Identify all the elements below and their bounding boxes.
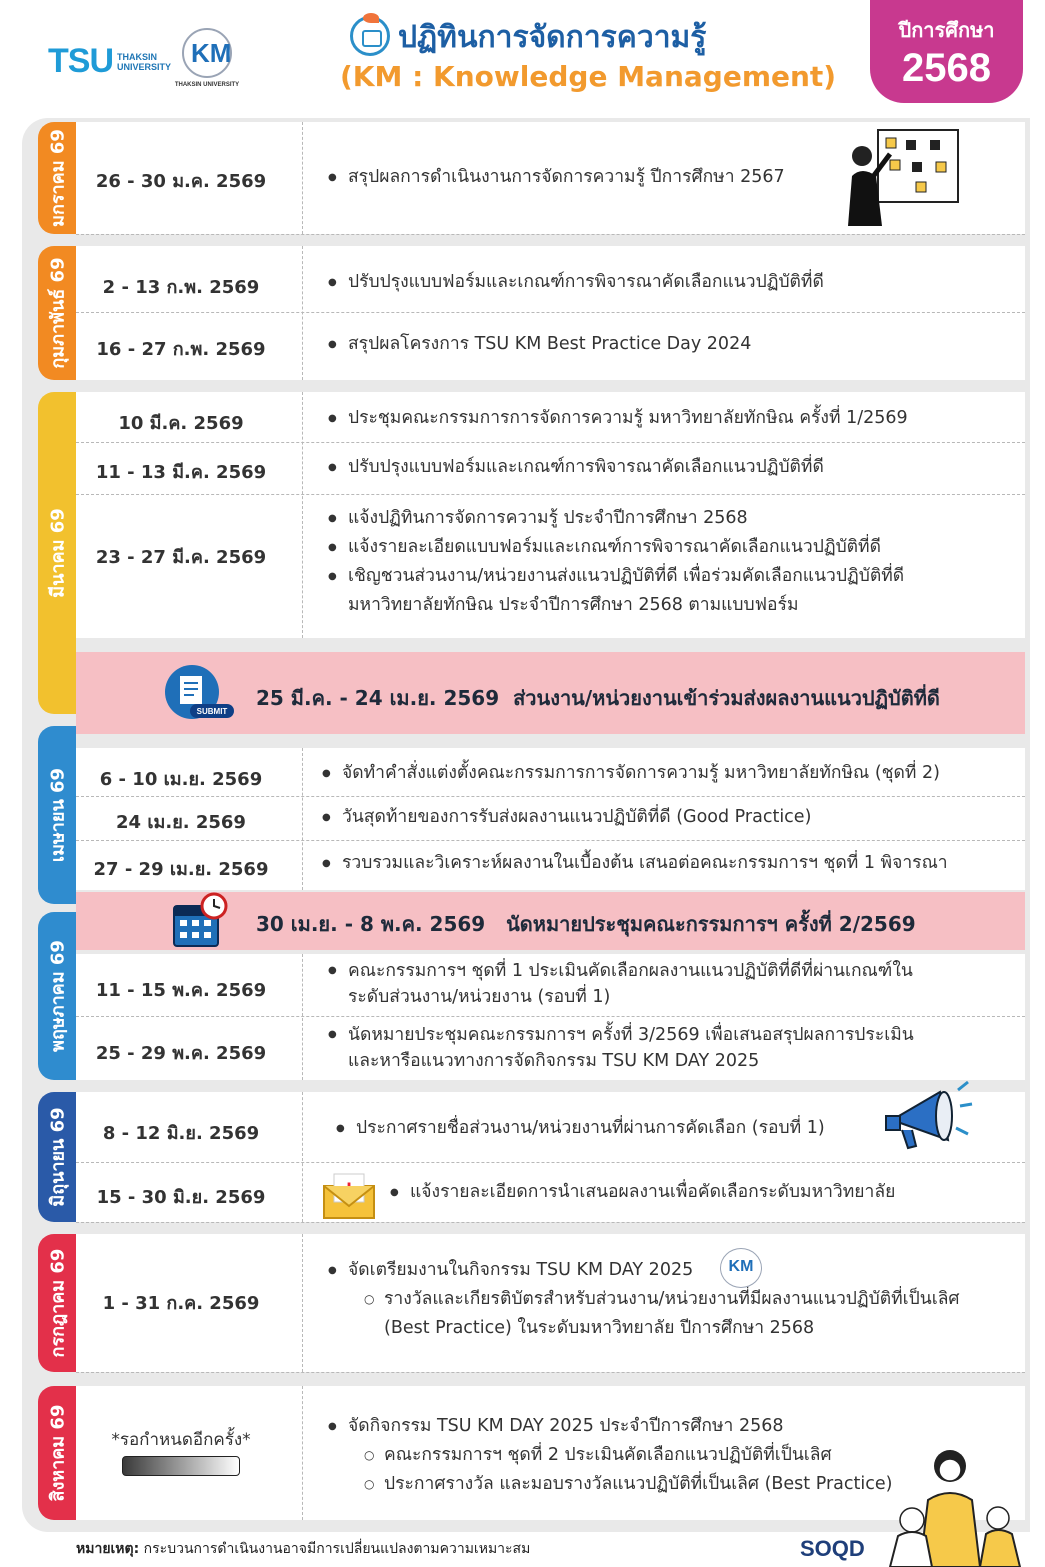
- year-label: ปีการศึกษา: [898, 18, 995, 42]
- row-date: 11 - 15 พ.ค. 2569: [95, 980, 267, 1001]
- banner-text: ส่วนงาน/หน่วยงานเข้าร่วมส่งผลงานแนวปฏิบัติที่ดี: [513, 686, 940, 710]
- june-group: [76, 1092, 1025, 1222]
- timeline-row: [76, 1164, 1025, 1223]
- row-item: ● ประชุมคณะกรรมการการจัดการความรู้ มหาวิทยาลัยทักษิณ ครั้งที่ 1/2569: [328, 404, 908, 433]
- timeline-row: [76, 748, 1025, 797]
- row-item: ● รวบรวมและวิเคราะห์ผลงานในเบื้องต้น เสนอต่อคณะกรรมการฯ ชุดที่ 1 พิจารณา: [322, 849, 948, 878]
- tsu-logo-text: TSU: [48, 42, 113, 80]
- pending-bar: [122, 1456, 240, 1476]
- month-tab-april: เมษายน 69: [38, 726, 76, 904]
- row-date: 1 - 31 ก.ค. 2569: [102, 1293, 260, 1314]
- calendar-icon: [350, 16, 390, 56]
- row-item: ● ประกาศรายชื่อส่วนงาน/หน่วยงานที่ผ่านการคัดเลือก (รอบที่ 1): [336, 1114, 825, 1143]
- row-date: 8 - 12 มิ.ย. 2569: [102, 1123, 260, 1144]
- meeting-period-banner: [76, 892, 1025, 950]
- calendar-clock-icon: [172, 892, 230, 950]
- banner-date: 25 มี.ค. - 24 เม.ย. 2569: [256, 686, 500, 710]
- person-board-illustration: [842, 126, 962, 230]
- row-date: 2 - 13 ก.พ. 2569: [102, 277, 260, 298]
- may-group: [76, 954, 1025, 1080]
- row-item-continuation: และหารือแนวทางการจัดกิจกรรม TSU KM DAY 2025: [348, 1051, 760, 1071]
- submit-icon-label: SUBMIT: [196, 707, 228, 716]
- km-small-logo: KM: [720, 1248, 762, 1288]
- timeline-row: [76, 1234, 1025, 1373]
- row-item: ● แจ้งรายละเอียดการนำเสนอผลงานเพื่อคัดเลือกระดับมหาวิทยาลัย: [390, 1178, 895, 1207]
- row-date: 6 - 10 เม.ย. 2569: [99, 769, 263, 790]
- row-date: 24 เม.ย. 2569: [116, 812, 246, 833]
- month-tab-march: มีนาคม 69: [38, 392, 76, 714]
- page-title: ปฏิทินการจัดการความรู้: [398, 20, 707, 55]
- row-date: *รอกำหนดอีกครั้ง*: [111, 1430, 251, 1450]
- submit-document-icon: [164, 664, 236, 722]
- february-group: [76, 246, 1025, 380]
- km-logo-caption: THAKSIN UNIVERSITY: [174, 82, 240, 88]
- month-tab-february: กุมภาพันธ์ 69: [38, 246, 76, 380]
- footer-note-label: หมายเหตุ:: [76, 1541, 140, 1557]
- academic-year-badge: [870, 0, 1023, 103]
- row-item: ● จัดทำคำสั่งแต่งตั้งคณะกรรมการการจัดการความรู้ มหาวิทยาลัยทักษิณ (ชุดที่ 2): [322, 759, 940, 788]
- tsu-logo-caption-1: THAKSIN: [117, 51, 157, 62]
- km-logo-text: KM: [191, 38, 232, 68]
- july-group: [76, 1234, 1025, 1372]
- row-date: 16 - 27 ก.พ. 2569: [96, 339, 266, 360]
- timeline-row: [76, 496, 1025, 638]
- timeline-row: [76, 798, 1025, 841]
- row-item: ● วันสุดท้ายของการรับส่งผลงานแนวปฏิบัติที่ดี (Good Practice): [322, 803, 811, 832]
- banner-text: นัดหมายประชุมคณะกรรมการฯ ครั้งที่ 2/2569: [506, 912, 916, 936]
- month-tab-july: กรกฎาคม 69: [38, 1234, 76, 1372]
- tsu-logo-caption-2: UNIVERSITY: [117, 61, 172, 72]
- month-tab-may: พฤษภาคม 69: [38, 912, 76, 1080]
- row-sub-item: ○ ประกาศรางวัล และมอบรางวัลแนวปฏิบัติที่เป็นเลิศ (Best Practice): [328, 1470, 892, 1499]
- megaphone-icon: [882, 1076, 974, 1162]
- tsu-logo: [48, 42, 171, 81]
- header: [0, 0, 1045, 118]
- row-item: ● นัดหมายประชุมคณะกรรมการฯ ครั้งที่ 3/2569 เพื่อเสนอสรุปผลการประเมิน: [328, 1022, 914, 1048]
- row-item: ● สรุปผลการดำเนินงานการจัดการความรู้ ปีการศึกษา 2567: [328, 163, 785, 192]
- january-group: [76, 122, 1025, 234]
- month-tab-january: มกราคม 69: [38, 122, 76, 234]
- envelope-alert-icon: [322, 1172, 376, 1220]
- month-tab-august: สิงหาคม 69: [38, 1386, 76, 1520]
- row-item: ● แจ้งรายละเอียดแบบฟอร์มและเกณฑ์การพิจารณาคัดเลือกแนวปฏิบัติที่ดี: [328, 533, 904, 562]
- year-value: 2568: [902, 46, 991, 90]
- row-sub-item: ○ รางวัลและเกียรติบัตรสำหรับส่วนงาน/หน่วยงานที่มีผลงานแนวปฏิบัติที่เป็นเลิศ: [328, 1285, 960, 1314]
- row-date: 10 มี.ค. 2569: [118, 413, 244, 434]
- row-date: 25 - 29 พ.ค. 2569: [95, 1043, 267, 1064]
- row-sub-item: ○ คณะกรรมการฯ ชุดที่ 2 ประเมินคัดเลือกแนวปฏิบัติที่เป็นเลิศ: [328, 1441, 892, 1470]
- row-item: ● เชิญชวนส่วนงาน/หน่วยงานส่งแนวปฏิบัติที่ดี เพื่อร่วมคัดเลือกแนวปฏิบัติที่ดี: [328, 562, 904, 591]
- timeline-row: [76, 314, 1025, 380]
- timeline-row: [76, 444, 1025, 495]
- row-item: ● แจ้งปฏิทินการจัดการความรู้ ประจำปีการศึกษา 2568: [328, 504, 904, 533]
- row-date: 26 - 30 ม.ค. 2569: [95, 171, 267, 192]
- timeline-row: [76, 392, 1025, 443]
- footer-note-text: กระบวนการดำเนินงานอาจมีการเปลี่ยนแปลงตามความเหมาะสม: [139, 1541, 531, 1557]
- row-item: ● ปรับปรุงแบบฟอร์มและเกณฑ์การพิจารณาคัดเลือกแนวปฏิบัติที่ดี: [328, 268, 824, 297]
- row-item-continuation: ระดับส่วนงาน/หน่วยงาน (รอบที่ 1): [348, 987, 611, 1007]
- row-date: 23 - 27 มี.ค. 2569: [95, 547, 267, 568]
- footer-note: [76, 1538, 530, 1560]
- row-item: ● คณะกรรมการฯ ชุดที่ 1 ประเมินคัดเลือกผลงานแนวปฏิบัติที่ดีที่ผ่านเกณฑ์ใน: [328, 958, 913, 984]
- march-group: [76, 392, 1025, 638]
- month-tab-june: มิถุนายน 69: [38, 1092, 76, 1222]
- row-item: ● จัดเตรียมงานในกิจกรรม TSU KM DAY 2025: [328, 1256, 960, 1285]
- row-date: 11 - 13 มี.ค. 2569: [95, 462, 267, 483]
- timeline-row: [76, 842, 1025, 890]
- row-date: 15 - 30 มิ.ย. 2569: [96, 1187, 266, 1208]
- row-item: ● จัดกิจกรรม TSU KM DAY 2025 ประจำปีการศึกษา 2568: [328, 1412, 892, 1441]
- row-item-continuation: มหาวิทยาลัยทักษิณ ประจำปีการศึกษา 2568 ตามแบบฟอร์ม: [348, 595, 799, 615]
- row-date: 27 - 29 เม.ย. 2569: [93, 859, 269, 880]
- row-item: ● ปรับปรุงแบบฟอร์มและเกณฑ์การพิจารณาคัดเลือกแนวปฏิบัติที่ดี: [328, 453, 824, 482]
- april-group: [76, 748, 1025, 890]
- row-sub-item-continuation: (Best Practice) ในระดับมหาวิทยาลัย ปีการศึกษา 2568: [384, 1318, 815, 1338]
- banner-date: 30 เม.ย. - 8 พ.ค. 2569: [256, 912, 486, 936]
- timeline-row: [76, 246, 1025, 313]
- submit-period-banner: [76, 652, 1025, 734]
- page-subtitle: (KM : Knowledge Management): [340, 60, 837, 93]
- soqd-logo: SOQD: [800, 1536, 865, 1561]
- timeline-row: [76, 1018, 1025, 1080]
- people-group-illustration: [880, 1440, 1045, 1567]
- row-item: ● สรุปผลโครงการ TSU KM Best Practice Day 2024: [328, 330, 751, 359]
- timeline-row: [76, 954, 1025, 1017]
- km-logo: [172, 28, 242, 92]
